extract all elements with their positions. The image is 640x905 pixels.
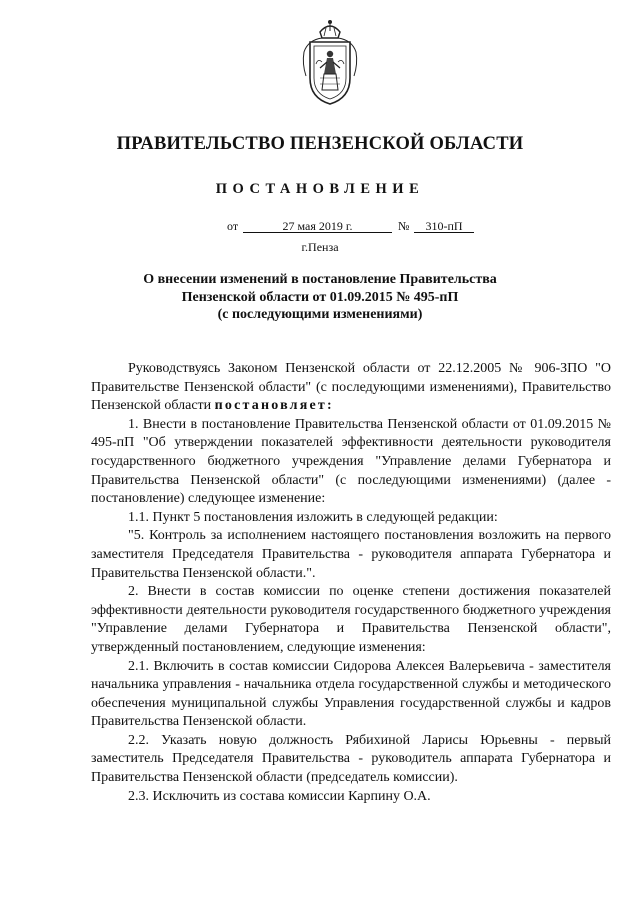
paragraph-item-1: 1. Внести в постановление Правительства Пензенской области от 01.09.2015 № 495-пП "Об утверждении показателей эффективности деятельности руководителя государственного бюджетного учреждения "Управление делами Губернатора и Правительства Пензенской области" (с последующими изменениями) (далее - постановление) следующее изменение:	[91, 416, 611, 507]
title-line: О внесении изменений в постановление Правительства	[143, 272, 497, 287]
document-type: ПОСТАНОВЛЕНИЕ	[215, 181, 425, 197]
paragraph-item-2-1: 2.1. Включить в состав комиссии Сидорова Алексея Валерьевича - заместителя начальника управления - начальника отдела государственной службы и методического обеспечения муниципальной службы Управления государственной службы и кадров Правительства Пензенской области.	[91, 658, 611, 730]
document-body	[91, 360, 611, 806]
document-number: 310-пП	[425, 219, 463, 233]
paragraph-item-2: 2. Внести в состав комиссии по оценке степени достижения показателей эффективности деятельности руководителя государственного бюджетного учреждения "Управление делами Губернатора и Правительства Пензенской области", утвержденный постановлением, следующие изменения:	[91, 584, 611, 655]
document-title	[0, 271, 640, 324]
penza-coat-of-arms-icon	[298, 18, 362, 108]
paragraph-item-5-text: "5. Контроль за исполнением настоящего постановления возложить на первого заместителя Председателя Правительства - руководителя аппарата Губернатора и Правительства Пензенской области.".	[91, 528, 611, 581]
document-date: 27 мая 2019 г.	[282, 219, 353, 233]
city-name: г.Пенза	[301, 240, 339, 254]
title-line: Пензенской области от 01.09.2015 № 495-пП	[181, 289, 459, 305]
paragraph-preamble	[91, 360, 611, 416]
paragraph-item-1-1: 1.1. Пункт 5 постановления изложить в следующей редакции:	[128, 509, 498, 525]
date-prefix: от	[227, 219, 239, 233]
number-prefix: №	[398, 219, 410, 233]
organization-name: ПРАВИТЕЛЬСТВО ПЕНЗЕНСКОЙ ОБЛАСТИ	[116, 134, 524, 154]
resolves-word: постановляет:	[214, 398, 334, 414]
preamble-text: Руководствуясь Законом Пензенской области от 22.12.2005 № 906-ЗПО "О Правительстве Пензенской области" (с последующими изменениями), Правительство Пензенской области	[91, 361, 611, 414]
title-line: (с последующими изменениями)	[217, 307, 423, 322]
paragraph-item-2-2: 2.2. Указать новую должность Рябихиной Ларисы Юрьевны - первый заместитель Председателя Правительства - руководитель аппарата Губернатора и Правительства Пензенской области (председатель комиссии).	[91, 732, 611, 786]
paragraph-item-2-3: 2.3. Исключить из состава комиссии Карпину О.А.	[128, 788, 431, 804]
